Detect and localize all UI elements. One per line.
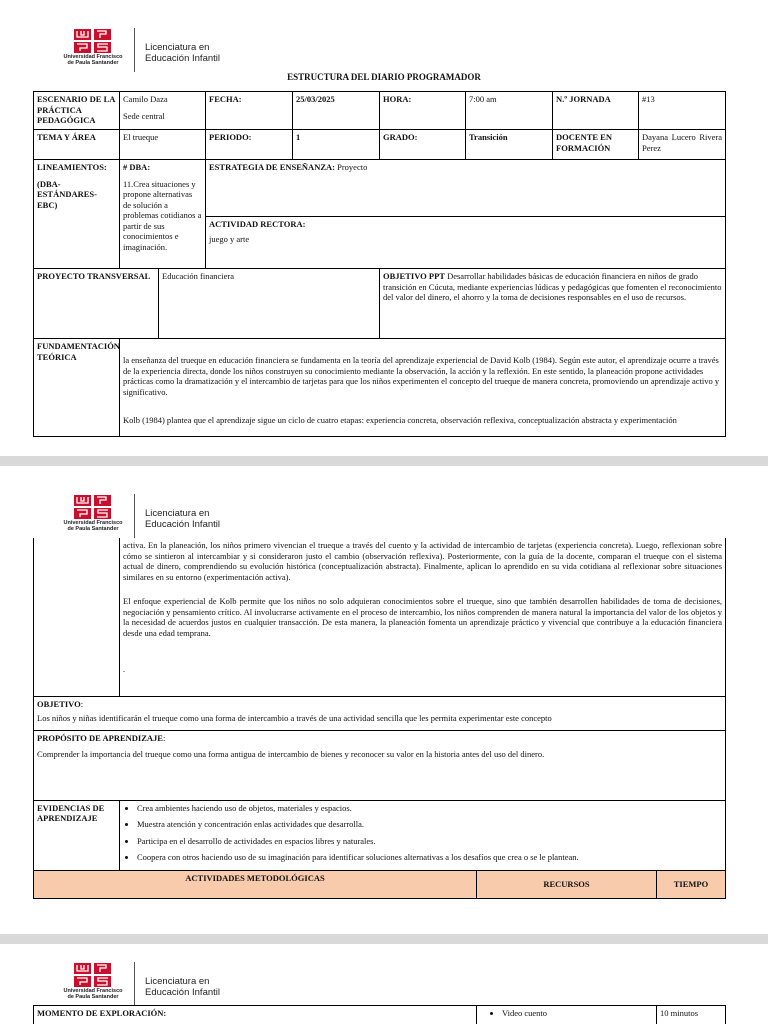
- university-name: Universidad Francisco de Paula Santander: [63, 54, 123, 66]
- page-2: [0, 466, 768, 934]
- objetivo-ppt-label: OBJETIVO PPT: [383, 271, 445, 281]
- ufps-shield-icon: [73, 28, 113, 54]
- fundamentacion-para-4: El enfoque experiencial de Kolb permite que los niños no solo adquieran conocimientos sobre el trueque, sino que también desarrollen habilidades de toma de decisiones, negociación y pensamiento crítico. Al involucrarse activamente en el proceso de intercambio, los niños comprenden de manera natural la importancia del valor de los objetos y la necesidad de acuerdos justos en cualquier transacción. De esta manera, la planeación fomenta un aprendizaje práctico y vivencial que contribuye a la educación financiera desde una edad temprana.: [123, 596, 723, 638]
- activities-table: [33, 1005, 726, 1024]
- recursos-header: RECURSOS: [477, 870, 657, 898]
- objetivo-ppt-text: Desarrollar habilidades básicas de educación financiera en niños de grado transición en Cúcuta, mediante experiencias lúdicas y pedagógicas que fomenten el reconocimiento del valor del dinero, el ahorro y la toma de decisiones responsables en el uso de recursos.: [383, 271, 722, 302]
- fundamentacion-para-2: Kolb (1984) plantea que el aprendizaje sigue un ciclo de cuatro etapas: experiencia concreta, observación reflexiva, conceptualización abstracta y experimentación: [123, 415, 677, 425]
- proposito-colon: :: [162, 732, 166, 743]
- planning-table: [33, 91, 726, 437]
- actividades-header: ACTIVIDADES METODOLÓGICAS: [34, 870, 477, 898]
- objetivo-ppt-cell: [380, 269, 726, 339]
- row-tema: [34, 130, 726, 160]
- jornada-label: N.º JORNADA: [553, 92, 639, 130]
- actividad-cell: [206, 217, 726, 269]
- grado-label: GRADO:: [380, 130, 466, 160]
- ufps-shield-icon: [73, 494, 113, 520]
- row-lineamientos: [34, 160, 726, 217]
- page-1: [0, 0, 768, 456]
- logo-divider: [134, 494, 135, 538]
- escenario-label: ESCENARIO DE LA PRÁCTICA PEDAGÓGICA: [34, 92, 120, 130]
- ufps-shield-icon: [73, 962, 113, 988]
- proposito-text: Comprender la importancia del trueque como una forma antigua de intercambio de bienes y reconocer su valor en la historia antes del uso del dinero.: [37, 749, 545, 759]
- objetivo-colon: :: [80, 698, 84, 709]
- jornada-value: #13: [639, 92, 726, 130]
- planning-table-continued: [33, 538, 726, 899]
- fundamentacion-para-5: .: [123, 664, 126, 674]
- proyecto-label: PROYECTO TRANSVERSAL: [34, 269, 159, 339]
- fecha-label: FECHA:: [206, 92, 293, 130]
- row-evidencias: [34, 800, 726, 870]
- row-actividades-header: [34, 870, 726, 898]
- docente-label: DOCENTE EN FORMACIÓN: [553, 130, 639, 160]
- fundamentacion-label: FUNDAMENTACIÓN TEÓRICA: [34, 339, 120, 437]
- proyecto-value: Educación financiera: [159, 269, 380, 339]
- hora-label: HORA:: [380, 92, 466, 130]
- escenario-site: Sede central: [123, 110, 165, 121]
- university-logo: [62, 494, 124, 532]
- program-name: Licenciatura en Educación Infantil: [145, 976, 220, 998]
- evidencia-item: • Crea ambientes haciendo uso de objetos, materiales y espacios.: [137, 803, 722, 814]
- program-name: Licenciatura en Educación Infantil: [145, 508, 220, 530]
- dba-text: 11.Crea situaciones y propone alternativas de solución a problemas cotidianos a partir de sus conocimientos e imaginación.: [123, 178, 202, 252]
- document-title: ESTRUCTURA DEL DIARIO PROGRAMADOR: [287, 72, 481, 82]
- escenario-value: [120, 92, 206, 130]
- university-logo: [62, 962, 124, 1000]
- page-3: [0, 944, 768, 1024]
- hora-value: 7:00 am: [466, 92, 553, 130]
- proposito-cell: [34, 730, 726, 800]
- exploracion-recursos: [477, 1006, 657, 1024]
- evidencias-label: EVIDENCIAS DE APRENDIZAJE: [34, 800, 120, 870]
- blank-label-cell: [34, 538, 120, 696]
- lineamientos-title: LINEAMIENTOS:: [37, 162, 107, 172]
- fundamentacion-para-1: la enseñanza del trueque en educación financiera se fundamenta en la teoría del aprendizaje experiencial de David Kolb (1984). Según este autor, el aprendizaje ocurre a través de la experiencia directa, donde los niños construyen su conocimiento mediante la observación, la acción y la reflexión. En este sentido, la planeación propone actividades prácticas como la dramatización y el intercambio de tarjetas para que los niños experimenten el concepto del trueque de manera concreta, promoviendo un aprendizaje activo y significativo.: [123, 355, 720, 397]
- evidencias-list: [123, 803, 722, 863]
- row-proyecto: [34, 269, 726, 339]
- university-name: Universidad Francisco de Paula Santander: [63, 520, 123, 532]
- evidencia-item: • Coopera con otros haciendo uso de su imaginación para identificar soluciones alternativas a los desafíos que crea o se le plantean.: [137, 852, 722, 863]
- tema-value: El trueque: [120, 130, 206, 160]
- row-fundamentacion: [34, 339, 726, 437]
- lineamientos-sub: (DBA-ESTÁNDARES-EBC): [37, 178, 97, 210]
- exploracion-tiempo: 10 minutos: [657, 1006, 726, 1024]
- dba-label: # DBA:: [123, 162, 151, 172]
- evidencia-item: • Participa en el desarrollo de actividades en espacios libres y naturales.: [137, 836, 722, 847]
- actividad-value: juego y arte: [209, 233, 250, 244]
- grado-value: Transición: [466, 130, 553, 160]
- header-logo: [62, 962, 225, 1006]
- momento-exploracion-label: MOMENTO DE EXPLORACIÓN:: [34, 1006, 477, 1024]
- recurso-item: • Video cuento: [502, 1008, 653, 1019]
- docente-value: Dayana Lucero Rivera Perez: [639, 130, 726, 160]
- estrategia-cell: [206, 160, 726, 217]
- logo-divider: [134, 28, 135, 72]
- row-escenario: [34, 92, 726, 130]
- actividad-label: ACTIVIDAD RECTORA:: [209, 219, 306, 229]
- lineamientos-label: [34, 160, 120, 269]
- logo-divider: [134, 962, 135, 1006]
- evidencia-item: • Muestra atención y concentración enlas actividades que desarrolla.: [137, 819, 722, 830]
- objetivo-label: OBJETIVO: [37, 698, 81, 709]
- estrategia-label: ESTRATEGIA DE ENSEÑANZA:: [209, 162, 335, 172]
- estrategia-value: Proyecto: [334, 162, 368, 172]
- objetivo-text: Los niños y niñas identificarán el trueque como una forma de intercambio a través de una actividad sencilla que les permita experimentar este concepto: [37, 713, 552, 723]
- tiempo-header: TIEMPO: [657, 870, 726, 898]
- university-name: Universidad Francisco de Paula Santander: [63, 988, 123, 1000]
- evidencias-cell: [120, 800, 726, 870]
- row-proposito: [34, 730, 726, 800]
- periodo-label: PERIODO:: [206, 130, 293, 160]
- fundamentacion-text: [120, 339, 726, 437]
- row-objetivo: [34, 696, 726, 730]
- header-logo: [62, 494, 225, 538]
- row-fundamentacion-cont: [34, 538, 726, 696]
- escenario-name: Camilo Daza: [123, 94, 168, 104]
- dba-cell: [120, 160, 206, 269]
- fundamentacion-cont: [120, 538, 726, 696]
- proposito-label: PROPÓSITO DE APRENDIZAJE: [37, 732, 163, 743]
- program-name: Licenciatura en Educación Infantil: [145, 42, 220, 64]
- university-logo: [62, 28, 124, 66]
- fecha-value: 25/03/2025: [293, 92, 380, 130]
- fundamentacion-para-3: activa. En la planeación, los niños primero vivencian el trueque a través del cuento y la actividad de intercambio de tarjetas (experiencia concreta). Luego, reflexionan sobre cómo se sintieron al intercambiar y si consideraron justo el cambio (observación reflexiva). Posteriormente, con la guía de la docente, comparan el trueque con el sistema actual de dinero, comprendiendo su evolución histórica (conceptualización abstracta). Finalmente, aplican lo aprendido en su vida cotidiana al reflexionar sobre situaciones similares en su entorno (experimentación activa).: [123, 540, 723, 582]
- header-logo: [62, 28, 225, 72]
- periodo-value: 1: [293, 130, 380, 160]
- row-exploracion: [34, 1006, 726, 1024]
- objetivo-cell: [34, 696, 726, 730]
- tema-label: TEMA Y ÁREA: [34, 130, 120, 160]
